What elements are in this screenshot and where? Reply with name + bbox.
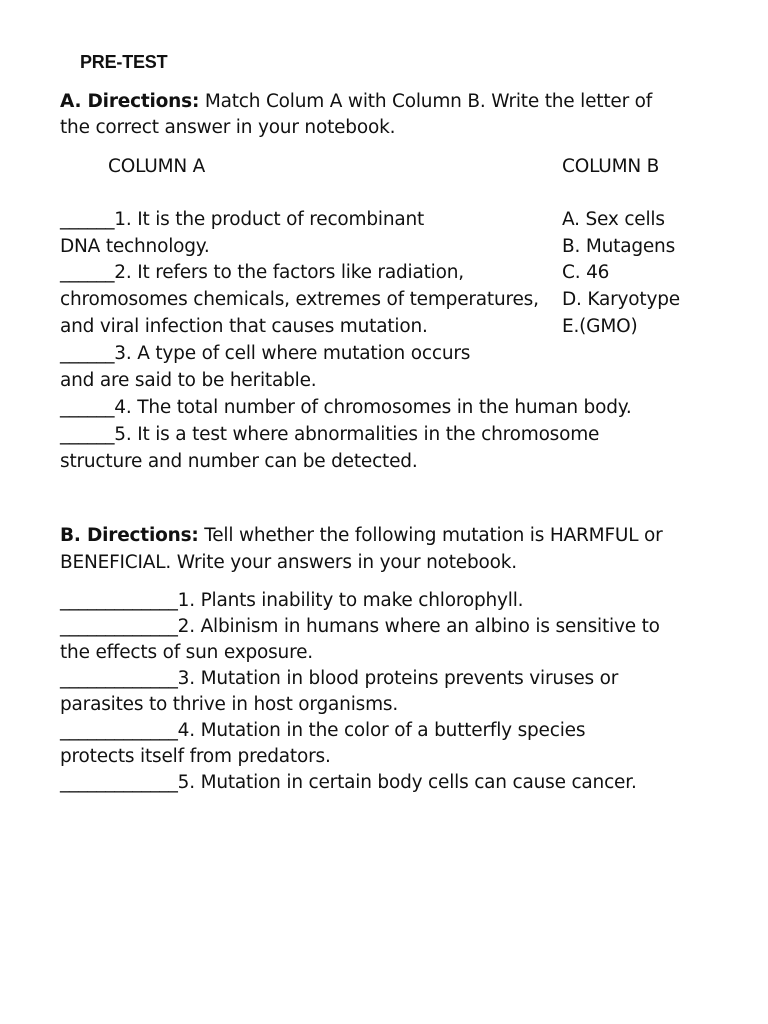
column-b-header: COLUMN B: [562, 156, 660, 177]
part-b-label: B. Directions:: [60, 525, 199, 546]
part-a-directions-line2: the correct answer in your notebook.: [60, 117, 396, 138]
page-title: PRE-TEST: [80, 52, 168, 72]
part-a-line: and are said to be heritable.: [60, 370, 317, 391]
part-b-line: _____________2. Albinism in humans where an albino is sensitive to: [60, 616, 660, 637]
part-a-line: ______4. The total number of chromosomes in the human body.: [60, 397, 632, 418]
part-b-directions-line2: BENEFICIAL. Write your answers in your notebook.: [60, 552, 517, 573]
part-b-directions-text: Tell whether the following mutation is HARMFUL or: [198, 525, 663, 546]
choice-a: A. Sex cells: [562, 209, 665, 230]
part-b-line: _____________4. Mutation in the color of a butterfly species: [60, 720, 586, 741]
part-b-directions: [60, 523, 663, 549]
part-b-line: _____________3. Mutation in blood proteins prevents viruses or: [60, 668, 619, 689]
part-a-line: ______1. It is the product of recombinant: [60, 209, 425, 230]
choice-c: C. 46: [562, 262, 610, 283]
choice-e: E.(GMO): [562, 316, 638, 337]
part-a-line: ______5. It is a test where abnormalities in the chromosome: [60, 424, 600, 445]
part-a-line: ______2. It refers to the factors like radiation,: [60, 262, 464, 283]
part-a-line: and viral infection that causes mutation.: [60, 316, 428, 337]
part-a-directions-text: Match Colum A with Column B. Write the letter of: [199, 91, 653, 112]
part-b-line: _____________1. Plants inability to make chlorophyll.: [60, 590, 524, 611]
part-a-label: A. Directions:: [60, 91, 200, 112]
choice-d: D. Karyotype: [562, 289, 680, 310]
part-a-line: structure and number can be detected.: [60, 451, 418, 472]
part-b-line: parasites to thrive in host organisms.: [60, 694, 399, 715]
part-a-line: ______3. A type of cell where mutation occurs: [60, 343, 471, 364]
part-a-directions: [60, 89, 652, 115]
part-b-line: the effects of sun exposure.: [60, 642, 313, 663]
column-a-header: COLUMN A: [108, 156, 206, 177]
part-b-line: protects itself from predators.: [60, 746, 331, 767]
part-b-line: _____________5. Mutation in certain body cells can cause cancer.: [60, 772, 637, 793]
choice-b: B. Mutagens: [562, 236, 676, 257]
part-a-line: DNA technology.: [60, 236, 210, 257]
part-a-line: chromosomes chemicals, extremes of temperatures,: [60, 289, 539, 310]
